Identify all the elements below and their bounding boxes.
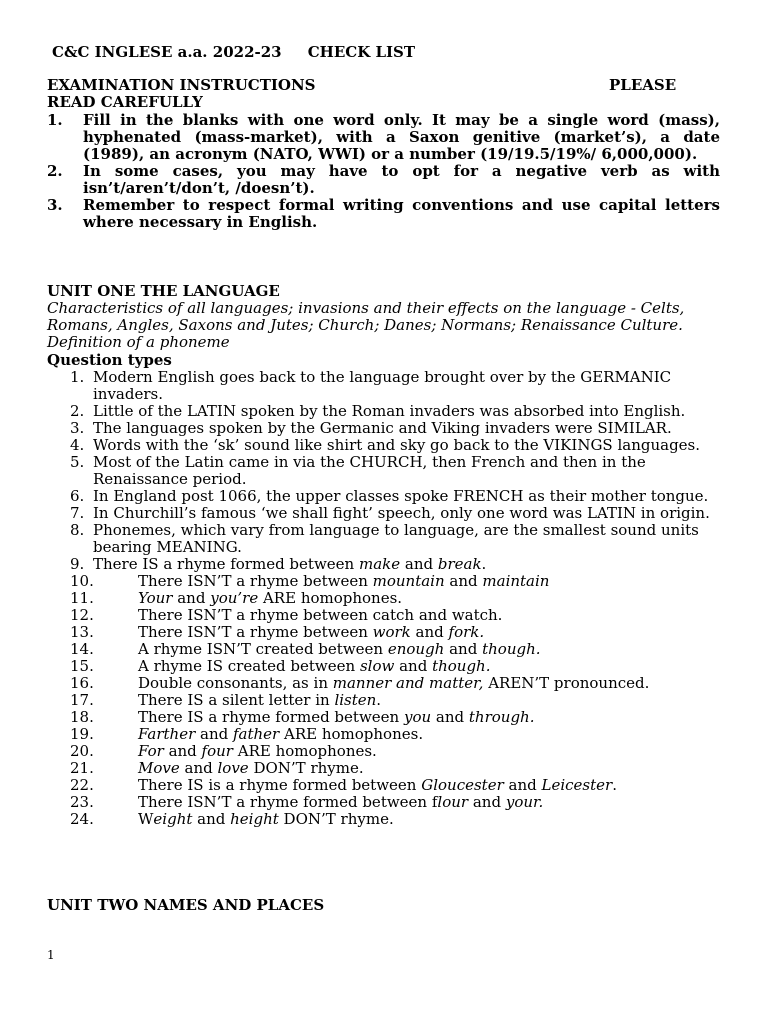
question-text	[93, 487, 708, 505]
question-number: 12.	[70, 606, 94, 624]
question-number: 10.	[70, 572, 94, 590]
unit-two-title: UNIT TWO NAMES AND PLACES	[47, 896, 325, 914]
question-text-part: A rhyme ISN’T created between	[138, 640, 388, 658]
question-text-part: Modern English goes back to the language brought over by the GERMANIC invaders.	[93, 368, 672, 403]
question-text-part: and	[179, 759, 218, 777]
question-item	[70, 675, 720, 692]
question-text	[138, 606, 502, 624]
question-number: 8.	[70, 521, 85, 539]
question-number: 14.	[70, 640, 94, 658]
exam-instructions-heading	[47, 76, 720, 111]
question-item	[70, 590, 720, 607]
question-text-part: fork.	[448, 623, 485, 641]
question-text	[138, 725, 423, 743]
question-text-part: work	[372, 623, 411, 641]
question-text	[93, 436, 700, 454]
question-item	[70, 454, 720, 488]
question-number: 22.	[70, 776, 94, 794]
instruction-number: 2.	[47, 162, 63, 180]
question-text	[93, 368, 671, 403]
question-text	[138, 640, 541, 658]
question-item	[70, 403, 720, 420]
question-text-part: and	[410, 623, 449, 641]
question-text-part: Words with the ‘sk’ sound like shirt and sky go back to the VIKINGS languages.	[93, 436, 701, 454]
question-text-part: Gloucester	[421, 776, 504, 794]
question-text-part: There IS a silent letter in	[138, 691, 335, 709]
question-text-part: and	[172, 589, 211, 607]
unit-one-description: Characteristics of all languages; invasions and their effects on the language - Celts, Romans, Angles, Saxons and Jutes; Church; Danes; Normans; Renaissance Culture. Definition of a phoneme	[47, 299, 685, 351]
question-number: 3.	[70, 419, 85, 437]
question-text	[138, 589, 402, 607]
question-item	[70, 709, 720, 726]
question-text-part: .	[612, 776, 617, 794]
instruction-item	[47, 163, 720, 197]
question-text	[93, 521, 699, 556]
question-text-part: listen	[334, 691, 377, 709]
question-text-part: For	[138, 742, 164, 760]
question-text	[138, 657, 491, 675]
question-text-part: and	[444, 572, 483, 590]
instruction-item	[47, 112, 720, 163]
question-text-part: DON’T rhyme.	[248, 759, 364, 777]
question-text-part: and	[503, 776, 542, 794]
question-item	[70, 573, 720, 590]
question-text-part: There ISN’T a rhyme between	[138, 623, 373, 641]
check-list-label: CHECK LIST	[307, 43, 416, 61]
question-text-part: you	[403, 708, 432, 726]
question-number: 16.	[70, 674, 94, 692]
question-text	[138, 810, 394, 828]
question-text-part: mountain	[372, 572, 445, 590]
question-text-part: In England post 1066, the upper classes spoke FRENCH as their mother tongue.	[93, 487, 709, 505]
question-text-part: There ISN’T a rhyme between catch and watch.	[138, 606, 503, 624]
question-text-part: Leicester	[541, 776, 613, 794]
question-text-part: Little of the LATIN spoken by the Roman invaders was absorbed into English.	[93, 402, 686, 420]
question-number: 17.	[70, 691, 94, 709]
question-text-part: eight	[153, 810, 193, 828]
instruction-text: Fill in the blanks with one word only. It may be a single word (mass), hyphenated (mass-market), with a Saxon genitive (market’s), a date (1989), an acronym (NATO, WWI) or a number (19/19.5/19%/ 6,000,000).	[83, 111, 720, 163]
question-text	[138, 674, 649, 692]
question-item	[70, 369, 720, 403]
question-list	[70, 369, 720, 828]
question-number: 1.	[70, 368, 85, 386]
question-item	[70, 624, 720, 641]
question-item	[70, 777, 720, 794]
question-text-part: AREN’T pronounced.	[483, 674, 650, 692]
question-text-part: though.	[432, 657, 491, 675]
question-text-part: ARE homophones.	[279, 725, 424, 743]
question-number: 23.	[70, 793, 94, 811]
question-text-part: Phonemes, which vary from language to language, are the smallest sound units bearing MEANING.	[93, 521, 699, 556]
instruction-text: In some cases, you may have to opt for a negative verb as with isn’t/aren’t/don’t, /doesn’t).	[83, 162, 720, 197]
question-item	[70, 488, 720, 505]
question-text	[138, 742, 377, 760]
question-text-part: lour	[437, 793, 469, 811]
question-number: 5.	[70, 453, 85, 471]
question-text-part: through.	[468, 708, 535, 726]
question-text	[138, 623, 484, 641]
question-text-part: In Churchill’s famous ‘we shall fight’ speech, only one word was LATIN in origin.	[93, 504, 710, 522]
unit-one-title: UNIT ONE THE LANGUAGE	[47, 282, 280, 300]
question-text	[93, 402, 685, 420]
question-number: 13.	[70, 623, 94, 641]
question-text-part: There IS a rhyme formed between	[138, 708, 404, 726]
please-label: PLEASE	[609, 76, 677, 94]
question-text	[138, 691, 381, 709]
question-number: 15.	[70, 657, 94, 675]
question-text-part: your.	[505, 793, 544, 811]
question-item	[70, 692, 720, 709]
question-text-part: Farther	[138, 725, 196, 743]
question-text-part: slow	[359, 657, 395, 675]
question-number: 19.	[70, 725, 94, 743]
question-text-part: maintain	[482, 572, 550, 590]
page-number: 1	[47, 948, 55, 962]
question-text-part: love	[217, 759, 249, 777]
question-text-part: and	[444, 640, 483, 658]
question-text	[93, 453, 646, 488]
question-text-part: and	[468, 793, 506, 811]
question-text-part: and	[163, 742, 202, 760]
question-text-part: DON’T rhyme.	[278, 810, 394, 828]
instruction-number: 1.	[47, 111, 63, 129]
question-text-part: There ISN’T a rhyme formed between f	[138, 793, 438, 811]
question-text-part: four	[201, 742, 233, 760]
question-item	[70, 420, 720, 437]
exam-instructions-title: EXAMINATION INSTRUCTIONS	[47, 76, 316, 94]
question-text-part: enough	[387, 640, 445, 658]
question-item	[70, 658, 720, 675]
instruction-list	[47, 112, 720, 231]
question-text-part: height	[230, 810, 279, 828]
question-number: 11.	[70, 589, 94, 607]
question-text-part: and	[192, 810, 231, 828]
question-text	[138, 793, 543, 811]
question-text-part: .	[481, 555, 487, 573]
question-item	[70, 726, 720, 743]
question-text-part: you’re	[210, 589, 259, 607]
instruction-text: Remember to respect formal writing conventions and use capital letters where necessary in English.	[83, 196, 720, 231]
instruction-item	[47, 197, 720, 231]
question-text-part: Most of the Latin came in via the CHURCH, then French and then in the Renaissance period.	[93, 453, 646, 488]
question-text-part: Move	[138, 759, 180, 777]
question-number: 2.	[70, 402, 85, 420]
question-number: 7.	[70, 504, 85, 522]
question-text	[138, 572, 549, 590]
question-text-part: W	[138, 810, 154, 828]
question-text-part: There ISN’T a rhyme between	[138, 572, 373, 590]
question-number: 9.	[70, 555, 85, 573]
question-number: 18.	[70, 708, 94, 726]
question-text-part: Your	[138, 589, 173, 607]
question-text	[138, 776, 617, 794]
question-text	[93, 419, 672, 437]
question-text-part: .	[376, 691, 382, 709]
question-text-part: ARE homophones.	[232, 742, 377, 760]
question-text	[93, 504, 710, 522]
question-text-part: and	[195, 725, 233, 743]
question-text-part: A rhyme IS created between	[138, 657, 360, 675]
question-number: 20.	[70, 742, 94, 760]
question-text-part: and	[400, 555, 438, 573]
question-text-part: father	[233, 725, 280, 743]
question-types-label: Question types	[47, 351, 172, 369]
question-item	[70, 556, 720, 573]
question-item	[70, 743, 720, 760]
question-text-part: and	[431, 708, 469, 726]
question-text-part: break	[437, 555, 482, 573]
question-item	[70, 522, 720, 556]
document-header	[52, 43, 415, 61]
question-text-part: manner and matter,	[332, 674, 484, 692]
question-text-part: though.	[482, 640, 541, 658]
question-item	[70, 794, 720, 811]
question-text-part: ARE homophones.	[258, 589, 403, 607]
question-item	[70, 641, 720, 658]
question-number: 24.	[70, 810, 94, 828]
question-text-part: There IS a rhyme formed between	[93, 555, 359, 573]
course-title: C&C INGLESE a.a. 2022-23	[52, 43, 282, 61]
question-item	[70, 760, 720, 777]
question-number: 6.	[70, 487, 85, 505]
question-item	[70, 607, 720, 624]
question-item	[70, 505, 720, 522]
question-text	[138, 708, 534, 726]
question-text	[138, 759, 364, 777]
question-item	[70, 811, 720, 828]
question-text-part: make	[358, 555, 401, 573]
instruction-number: 3.	[47, 196, 63, 214]
question-number: 21.	[70, 759, 94, 777]
question-item	[70, 437, 720, 454]
question-number: 4.	[70, 436, 85, 454]
question-text	[93, 555, 486, 573]
question-text-part: There IS is a rhyme formed between	[138, 776, 422, 794]
read-carefully-label: READ CAREFULLY	[47, 93, 203, 111]
question-text-part: The languages spoken by the Germanic and Viking invaders were SIMILAR.	[93, 419, 672, 437]
question-text-part: and	[394, 657, 433, 675]
question-text-part: Double consonants, as in	[138, 674, 333, 692]
